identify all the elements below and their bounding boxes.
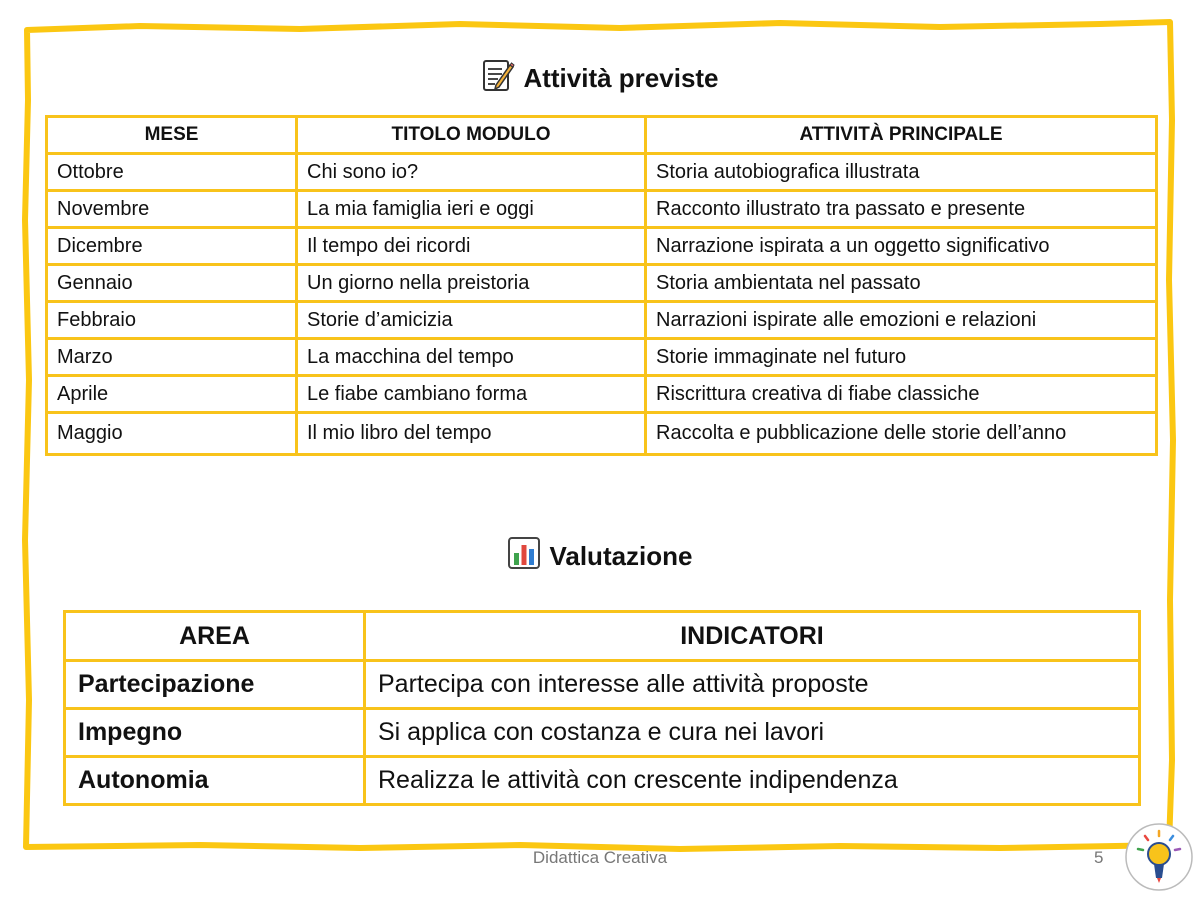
table-row <box>47 302 1157 339</box>
table-row <box>47 191 1157 228</box>
table-row <box>47 265 1157 302</box>
month-cell: Gennaio <box>47 265 297 302</box>
main-activity-cell: Racconto illustrato tra passato e presente <box>646 191 1157 228</box>
lightbulb-pencil-logo-icon <box>1124 822 1194 892</box>
indicator-cell: Si applica con costanza e cura nei lavori <box>365 709 1140 757</box>
main-activity-cell: Narrazione ispirata a un oggetto significativo <box>646 228 1157 265</box>
main-activity-cell: Storia autobiografica illustrata <box>646 154 1157 191</box>
activities-header-row <box>47 117 1157 154</box>
activities-title: Attività previste <box>523 63 719 93</box>
table-row <box>65 709 1140 757</box>
main-activity-cell: Riscrittura creativa di fiabe classiche <box>646 376 1157 413</box>
memo-icon <box>481 58 515 99</box>
table-row <box>47 413 1157 455</box>
footer-text: Didattica Creativa <box>532 848 668 867</box>
evaluation-title: Valutazione <box>549 541 693 571</box>
bar-chart-icon <box>507 536 541 577</box>
main-activity-cell: Raccolta e pubblicazione delle storie dell’anno <box>646 413 1157 455</box>
table-row <box>47 228 1157 265</box>
module-title-cell: Storie d’amicizia <box>297 302 646 339</box>
area-cell: Impegno <box>65 709 365 757</box>
evaluation-header-row <box>65 612 1140 661</box>
month-cell: Aprile <box>47 376 297 413</box>
column-header-area: AREA <box>65 612 365 661</box>
month-cell: Ottobre <box>47 154 297 191</box>
module-title-cell: La mia famiglia ieri e oggi <box>297 191 646 228</box>
module-title-cell: Il tempo dei ricordi <box>297 228 646 265</box>
area-cell: Autonomia <box>65 757 365 805</box>
main-activity-cell: Storie immaginate nel futuro <box>646 339 1157 376</box>
module-title-cell: Un giorno nella preistoria <box>297 265 646 302</box>
column-header-main-activity: ATTIVITÀ PRINCIPALE <box>646 117 1157 154</box>
column-header-indicators: INDICATORI <box>365 612 1140 661</box>
page-number: 5 <box>1094 848 1104 867</box>
activities-heading <box>0 58 1200 99</box>
module-title-cell: La macchina del tempo <box>297 339 646 376</box>
column-header-month: MESE <box>47 117 297 154</box>
indicator-cell: Realizza le attività con crescente indipendenza <box>365 757 1140 805</box>
main-activity-cell: Storia ambientata nel passato <box>646 265 1157 302</box>
module-title-cell: Le fiabe cambiano forma <box>297 376 646 413</box>
main-activity-cell: Narrazioni ispirate alle emozioni e relazioni <box>646 302 1157 339</box>
evaluation-heading <box>0 536 1200 577</box>
evaluation-table <box>63 610 1141 806</box>
table-row <box>65 661 1140 709</box>
table-row <box>65 757 1140 805</box>
module-title-cell: Chi sono io? <box>297 154 646 191</box>
month-cell: Maggio <box>47 413 297 455</box>
month-cell: Febbraio <box>47 302 297 339</box>
activities-table <box>45 115 1158 456</box>
table-row <box>47 339 1157 376</box>
module-title-cell: Il mio libro del tempo <box>297 413 646 455</box>
month-cell: Dicembre <box>47 228 297 265</box>
column-header-module-title: TITOLO MODULO <box>297 117 646 154</box>
month-cell: Marzo <box>47 339 297 376</box>
indicator-cell: Partecipa con interesse alle attività proposte <box>365 661 1140 709</box>
table-row <box>47 376 1157 413</box>
area-cell: Partecipazione <box>65 661 365 709</box>
table-row <box>47 154 1157 191</box>
month-cell: Novembre <box>47 191 297 228</box>
